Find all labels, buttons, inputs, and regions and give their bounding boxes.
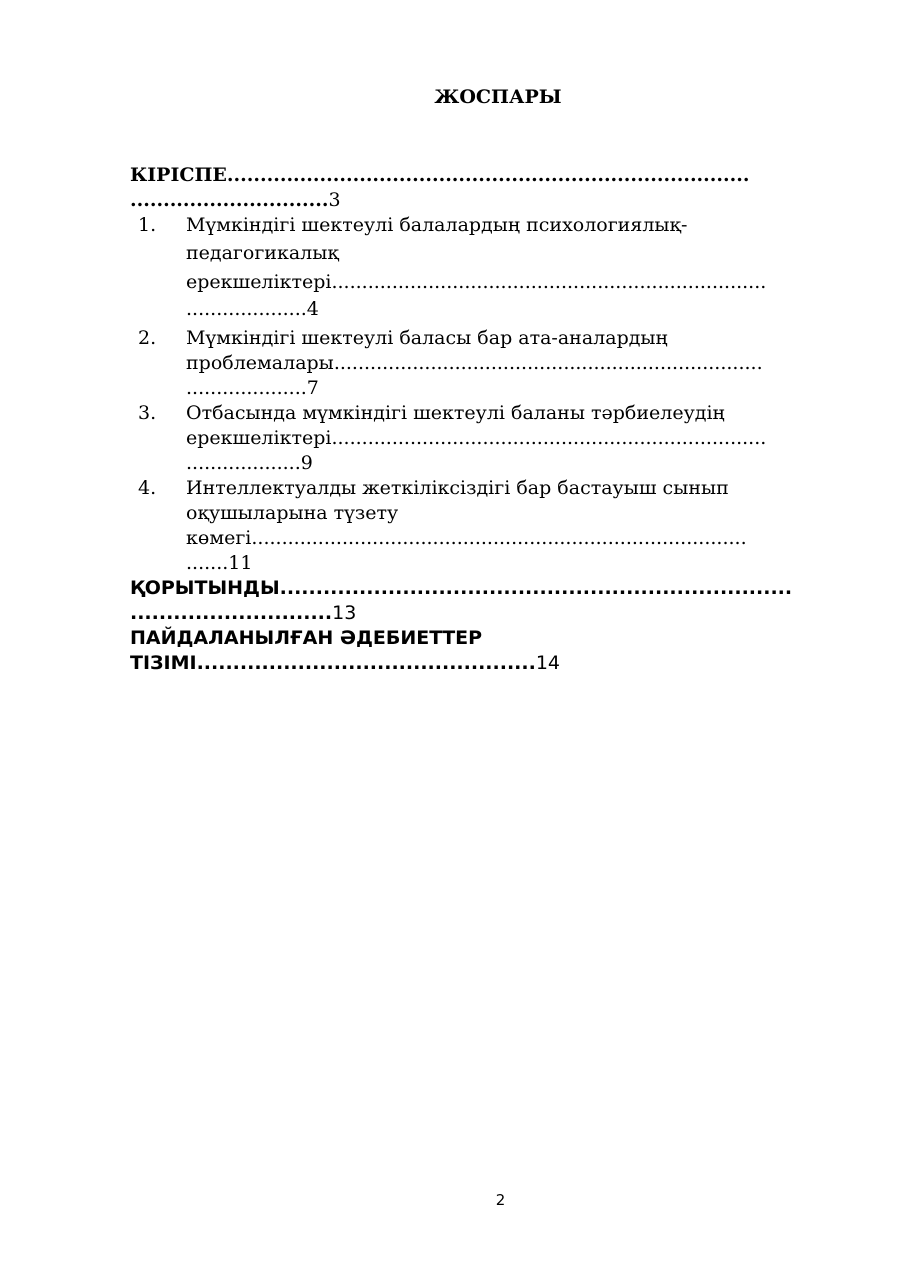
toc-references-line-1: ПАЙДАЛАНЫЛҒАН ӘДЕБИЕТТЕР <box>130 627 483 649</box>
toc-conclusion-page: 13 <box>332 602 357 624</box>
toc-item-3-line-2 <box>186 426 766 451</box>
toc-item-3-line-3 <box>186 451 313 476</box>
toc-item-number: 4. <box>138 477 157 499</box>
toc-item-2-line-3 <box>186 376 319 401</box>
toc-item-1-line-4 <box>186 297 319 322</box>
toc-leader: ............................ <box>130 602 333 624</box>
toc-item-number: 1. <box>138 214 157 236</box>
toc-item-4-line-2: оқушыларына түзету <box>186 502 399 524</box>
toc-item-1-line-1: Мүмкіндігі шектеулі балалардың психологиялық- <box>186 214 688 236</box>
toc-intro-page: 3 <box>328 189 341 211</box>
toc-item-3-line-1: Отбасында мүмкіндігі шектеулі баланы тәрбиелеудің <box>186 402 725 424</box>
toc-leader: ....................................................................... <box>279 577 793 599</box>
toc-leader: ........................................................................ <box>331 427 767 449</box>
toc-conclusion-line <box>130 576 792 601</box>
toc-leader: ................... <box>186 452 301 474</box>
toc-item-1-page: 4 <box>306 298 319 320</box>
toc-leader: ....... <box>186 552 229 574</box>
toc-item-4-line-3 <box>186 526 747 551</box>
toc-leader: ....................................................................... <box>333 352 763 374</box>
toc-leader: ............................................................................... <box>226 164 750 186</box>
toc-item-4-line-4 <box>186 551 252 576</box>
toc-item-1-line-2: педагогикалық <box>186 242 339 264</box>
toc-conclusion-line-2 <box>130 601 356 626</box>
toc-intro-line <box>130 163 749 188</box>
toc-leader: .................... <box>186 298 307 320</box>
toc-item-2-text: проблемалары <box>186 352 334 374</box>
toc-item-3-page: 9 <box>300 452 313 474</box>
toc-references-line-2 <box>130 651 560 676</box>
toc-leader: .............................. <box>130 189 329 211</box>
toc-intro-line-2 <box>130 188 341 213</box>
toc-leader: ............................................... <box>196 652 536 674</box>
toc-leader: ........................................................................ <box>331 271 767 293</box>
toc-intro-label: КІРІСПЕ <box>130 164 227 186</box>
toc-item-number: 3. <box>138 402 157 424</box>
toc-item-2-page: 7 <box>306 377 319 399</box>
toc-item-2-line-1: Мүмкіндігі шектеулі баласы бар ата-аналардың <box>186 327 668 349</box>
toc-leader: .................... <box>186 377 307 399</box>
toc-item-3-text: ерекшеліктері <box>186 427 332 449</box>
toc-conclusion-label: ҚОРЫТЫНДЫ <box>130 577 280 599</box>
toc-references-page: 14 <box>535 652 561 674</box>
toc-item-4-line-1: Интеллектуалды жеткіліксіздігі бар бастауыш сынып <box>186 477 729 499</box>
toc-item-4-text: көмегі <box>186 527 252 549</box>
toc-item-2-line-2 <box>186 351 763 376</box>
page-title: ЖОСПАРЫ <box>434 86 562 108</box>
page-number: 2 <box>495 1191 506 1209</box>
toc-references-label: ТІЗІМІ <box>130 652 197 674</box>
toc-item-number: 2. <box>138 327 157 349</box>
toc-item-1-line-3 <box>186 270 766 295</box>
toc-leader: .................................................................................. <box>251 527 747 549</box>
toc-item-1-text: ерекшеліктері <box>186 271 332 293</box>
toc-item-4-page: 11 <box>228 552 253 574</box>
